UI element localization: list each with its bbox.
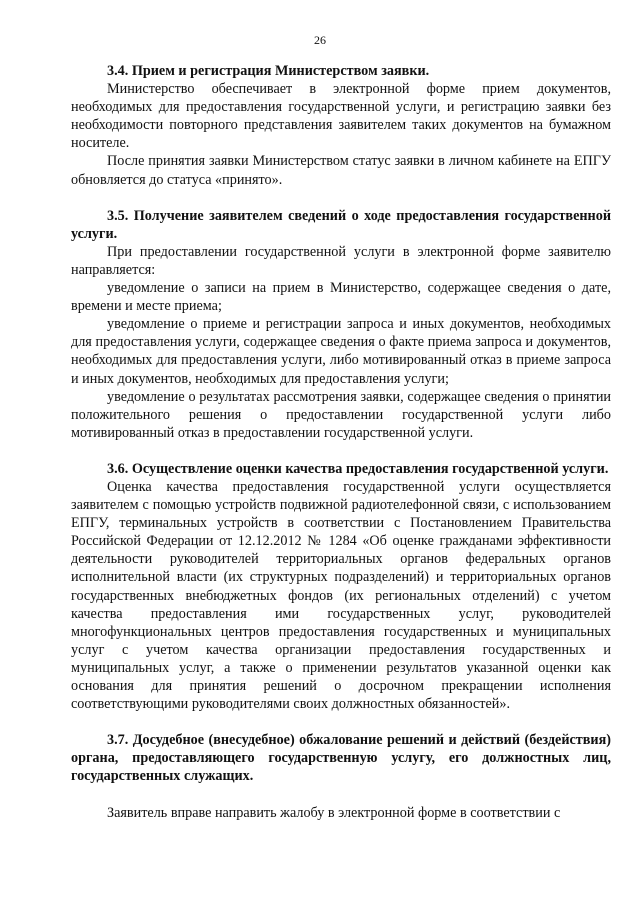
section-heading: 3.4. Прием и регистрация Министерством заявки. xyxy=(107,63,430,79)
paragraph: уведомление о записи на прием в Министерство, содержащее сведения о дате, времени и месте приема; xyxy=(71,280,611,315)
page-number: 26 xyxy=(314,33,326,47)
paragraph: Оценка качества предоставления государственной услуги осуществляется заявителем с помощью устройств подвижной радиотелефонной связи, с использованием ЕПГУ, терминальных устройств в соответствии с Постановлением Правительства Российской Федерации от 12.12.2012 № 1284 «Об оценке гражданами эффективности деятельности руководителей территориальных органов федеральных органов исполнительной власти (их структурных подразделений) и территориальных органов государственных внебюджетных фондов (их региональных отделений) с учетом качества предоставления ими государственных услуг, руководителей многофункциональных центров предоставления государственных и муниципальных услуг с учетом качества организации предоставления государственных и муниципальных услуг, а также о применении результатов указанной оценки как основания для принятия решений о досрочном прекращении исполнения соответствующими руководителями своих должностных обязанностей». xyxy=(71,478,611,713)
section-heading: 3.7. Досудебное (внесудебное) обжалование решений и действий (бездействия) органа, предоставляющего государственную услугу, его должностных лиц, государственных служащих. xyxy=(71,732,611,785)
paragraph: При предоставлении государственной услуги в электронной форме заявителю направляется: xyxy=(71,243,611,278)
paragraph: уведомление о приеме и регистрации запроса и иных документов, необходимых для предоставления услуги, содержащее сведения о факте приема запроса и документов, необходимых для предоставления услуги, либо мотивированный отказ в приеме запроса и иных документов, необходимых для предоставления услуги; xyxy=(71,316,611,387)
paragraph: Министерство обеспечивает в электронной форме прием документов, необходимых для предоставления государственной услуги, и регистрацию заявки без необходимости повторного представления заявителем таких документов на бумажном носителе. xyxy=(71,81,611,152)
section-heading: 3.6. Осуществление оценки качества предоставления государственной услуги. xyxy=(107,460,609,477)
section-3-4 xyxy=(71,62,611,189)
section-heading: 3.5. Получение заявителем сведений о ходе предоставления государственной услуги. xyxy=(71,207,611,242)
section-3-7 xyxy=(71,731,611,822)
section-3-5 xyxy=(71,207,611,442)
paragraph: уведомление о результатах рассмотрения заявки, содержащее сведения о принятии положительного решения о предоставлении государственной услуги либо мотивированный отказ в предоставлении государственной услуги. xyxy=(71,388,611,441)
document-body xyxy=(71,62,611,841)
paragraph: Заявитель вправе направить жалобу в электронной форме в соответствии с xyxy=(107,805,561,822)
section-3-6 xyxy=(71,460,611,713)
paragraph: После принятия заявки Министерством статус заявки в личном кабинете на ЕПГУ обновляется до статуса «принято». xyxy=(71,153,611,188)
